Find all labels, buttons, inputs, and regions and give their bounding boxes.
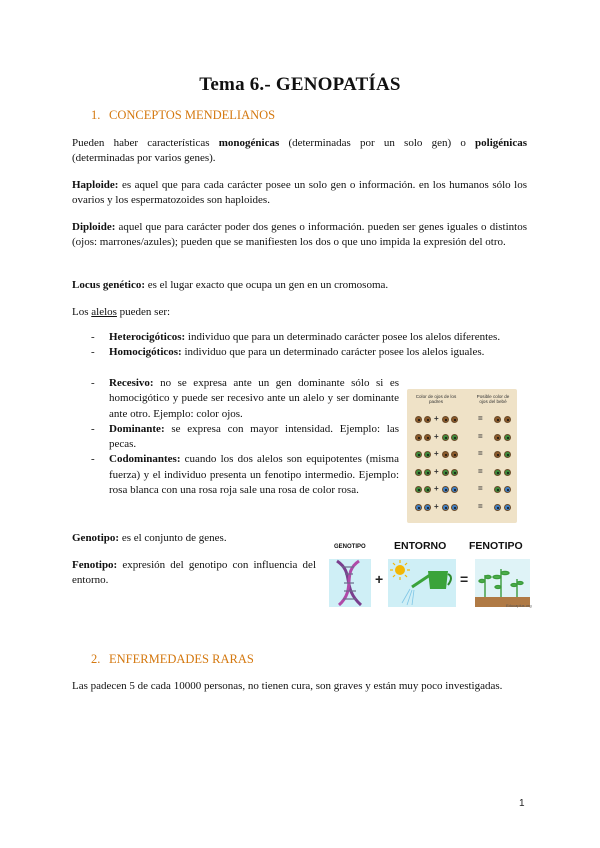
image-credit: Educaplus.org [506, 603, 532, 608]
eye-brown-icon [442, 416, 449, 423]
eye-table-row [413, 484, 513, 496]
eye-brown-icon [504, 416, 511, 423]
genotype-environment-phenotype-image [328, 540, 531, 610]
term-genotipo: Genotipo: [72, 532, 120, 544]
term-monogenicas: monogénicas [218, 137, 280, 149]
sun-watering-can-icon [388, 559, 456, 607]
label-entorno: ENTORNO [394, 540, 447, 552]
dna-helix-icon [329, 559, 371, 607]
term-locus: Locus genético: [72, 279, 146, 291]
definition-text: cuando los dos alelos son equipotentes (misma fuerza) y el individuo presenta un fenotipo intermedio. Ejemplo: rosa blanca con una rosa roja sale una rosa de color rosa. [109, 453, 399, 497]
section-number: 1. [91, 108, 101, 122]
eye-table-row [413, 414, 513, 426]
definition-text: aquel que para carácter poder dos genes o información. pueden ser genes iguales o distintos (ojos: marrones/azules); pueden que se manifiesten los dos o que uno impida la expresión del otro. [72, 221, 527, 249]
intro-text: Pueden haber características [72, 137, 219, 149]
eye-brown-icon [451, 416, 458, 423]
eye-green-icon [442, 434, 449, 441]
definition-text: es el conjunto de genes. [119, 532, 227, 544]
eye-table-row [413, 502, 513, 514]
definition-text: es aquel que para cada carácter posee un solo gen o información. en los humanos sólo los ovarios y los espermatozoides son haploides. [72, 179, 527, 207]
list-item [72, 452, 399, 498]
section-title: CONCEPTOS MENDELIANOS [109, 108, 276, 122]
bullet-dash: - [91, 377, 95, 389]
eye-green-icon [504, 469, 511, 476]
equals-operator: = [478, 414, 483, 423]
eye-brown-icon [451, 451, 458, 458]
eye-blue-icon [442, 504, 449, 511]
term-homocigoticos: Homocigóticos: [109, 346, 182, 359]
eye-green-icon [415, 451, 422, 458]
list-item [72, 330, 527, 345]
eye-brown-icon [494, 451, 501, 458]
eye-green-icon [442, 469, 449, 476]
page-number: 1 [519, 798, 525, 809]
eye-color-inheritance-image [407, 389, 517, 523]
term-alelos: alelos [91, 306, 117, 318]
phenotype-panel [475, 559, 530, 607]
eye-blue-icon [504, 504, 511, 511]
section-heading-enfermedades [91, 652, 254, 667]
eye-table-header-parents: Color de ojos de los padres [415, 394, 457, 404]
term-dominante: Dominante: [109, 422, 165, 435]
eye-green-icon [424, 451, 431, 458]
eye-table-row [413, 467, 513, 479]
section-heading-conceptos [91, 108, 275, 123]
definition-text: se expresa con mayor intensidad. Ejemplo: las pecas. [109, 422, 399, 451]
section-number: 2. [91, 652, 101, 666]
term-diploide: Diploide: [72, 221, 116, 233]
locus-paragraph [72, 278, 527, 293]
list-item [72, 376, 399, 422]
bullet-dash: - [91, 331, 95, 343]
bullet-dash: - [91, 453, 95, 466]
equals-operator: = [478, 466, 483, 476]
plus-operator: + [434, 414, 439, 423]
intro-text: (determinadas por varios genes). [72, 152, 216, 165]
list-item [72, 345, 527, 360]
plus-operator: + [434, 449, 439, 458]
plus-operator: + [434, 466, 439, 476]
eye-blue-icon [504, 486, 511, 493]
diploide-paragraph [72, 220, 527, 251]
eye-blue-icon [494, 504, 501, 511]
raras-paragraph: Las padecen 5 de cada 10000 personas, no tienen cura, son graves y están muy poco investigadas. [72, 680, 503, 692]
plant-sprouts-icon [475, 559, 530, 607]
eye-brown-icon [442, 451, 449, 458]
eye-brown-icon [415, 416, 422, 423]
eye-green-icon [415, 486, 422, 493]
term-codominantes: Codominantes: [109, 453, 181, 466]
equals-operator: = [478, 449, 483, 458]
eye-table-row [413, 449, 513, 461]
dna-panel [329, 559, 371, 607]
plus-operator: + [434, 431, 439, 441]
page-title: Tema 6.- GENOPATÍAS [199, 74, 401, 95]
equals-operator: = [478, 431, 483, 441]
intro-text: Los [72, 306, 92, 318]
equals-operator: = [478, 501, 483, 511]
genotipo-paragraph [72, 531, 312, 546]
eye-green-icon [504, 434, 511, 441]
eye-green-icon [494, 469, 501, 476]
eye-green-icon [494, 486, 501, 493]
term-recesivo: Recesivo: [109, 377, 154, 389]
term-heterocigoticos: Heterocigóticos: [109, 331, 186, 343]
alelos-intro [72, 305, 527, 320]
eye-brown-icon [415, 434, 422, 441]
equals-operator: = [460, 571, 469, 587]
intro-text: pueden ser: [116, 306, 171, 318]
haploide-paragraph [72, 178, 527, 209]
bullet-dash: - [91, 422, 95, 435]
eye-green-icon [451, 469, 458, 476]
definition-text: es el lugar exacto que ocupa un gen en un cromosoma. [145, 279, 389, 291]
plus-operator: + [375, 571, 384, 587]
eye-green-icon [415, 469, 422, 476]
label-genotipo: GENOTIPO [334, 544, 366, 550]
equals-operator: = [478, 484, 483, 493]
intro-text: (determinadas por un solo gen) o [279, 137, 476, 149]
alelos-list-bottom [72, 376, 399, 498]
section-title: ENFERMEDADES RARAS [109, 652, 254, 666]
plus-operator: + [434, 501, 439, 511]
bullet-dash: - [91, 346, 95, 359]
eye-blue-icon [442, 486, 449, 493]
term-haploide: Haploide: [72, 179, 119, 191]
definition-text: no se expresa ante un gen dominante sólo si es homocigótico y puede ser recesivo ante un alelo y ser dominante ante otro. Ejemplo: color ojos. [109, 377, 399, 420]
eye-brown-icon [494, 434, 501, 441]
eye-green-icon [424, 486, 431, 493]
eye-blue-icon [424, 504, 431, 511]
definition-text: individuo que para un determinado carácter posee los alelos iguales. [181, 346, 485, 359]
eye-green-icon [451, 434, 458, 441]
eye-blue-icon [451, 504, 458, 511]
definition-text: expresión del genotipo con influencia del entorno. [72, 559, 316, 587]
eye-table-header-baby: Posible color de ojos del bebé [476, 394, 510, 404]
term-fenotipo: Fenotipo: [72, 559, 118, 571]
label-fenotipo: FENOTIPO [469, 540, 523, 552]
alelos-list-top [72, 330, 527, 361]
intro-paragraph [72, 136, 527, 167]
environment-panel [388, 559, 456, 607]
plus-operator: + [434, 484, 439, 493]
eye-brown-icon [424, 434, 431, 441]
eye-green-icon [504, 451, 511, 458]
term-poligenicas: poligénicas [475, 137, 527, 149]
eye-blue-icon [451, 486, 458, 493]
definition-text: individuo que para un determinado carácter posee los alelos diferentes. [185, 331, 501, 343]
fenotipo-paragraph [72, 558, 316, 589]
eye-brown-icon [494, 416, 501, 423]
list-item [72, 422, 399, 453]
eye-green-icon [424, 469, 431, 476]
eye-blue-icon [415, 504, 422, 511]
eye-table-row [413, 432, 513, 444]
eye-brown-icon [424, 416, 431, 423]
